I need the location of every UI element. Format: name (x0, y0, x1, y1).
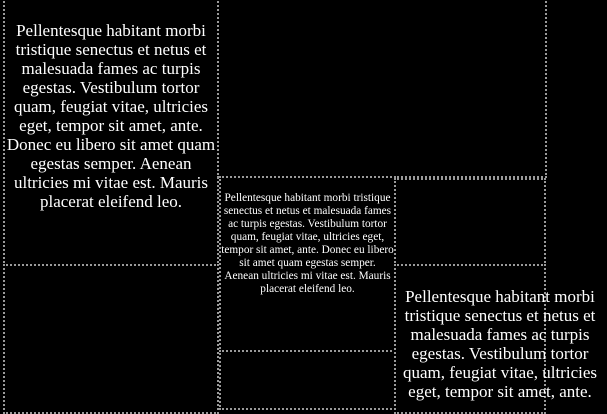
text-panel-top-left (3, 0, 219, 266)
panel-text: Pellentesque habitant morbi tristique senectus et netus et malesuada fames ac turpis egestas. Vestibulum tortor quam, feugiat vitae, ultricies eget, tempor sit amet, ante. Donec eu libero sit amet quam egestas semper. Aenean ultricies mi vitae est. Mauris placerat eleifend leo. (6, 21, 216, 211)
text-panel-bottom-right (394, 264, 597, 414)
panel-text: Pellentesque habitant morbi tristique senectus et netus et malesuada fames ac turpis egestas. Vestibulum tortor quam, feugiat vitae, ultricies eget, tempor sit amet, ante. (402, 287, 597, 401)
empty-panel-bottom-middle (219, 350, 396, 410)
panel-text: Pellentesque habitant morbi tristique senectus et netus et malesuada fames ac turpis egestas. Vestibulum tortor quam, feugiat vitae, ultricies eget, tempor sit amet, ante. Donec eu libero sit amet quam egestas semper. Aenean ultricies mi vitae est. Mauris placerat eleifend leo. (221, 192, 394, 295)
empty-panel-bottom-left (3, 264, 219, 414)
empty-panel-top-right (217, 0, 547, 178)
text-panel-middle (219, 176, 396, 352)
empty-panel-right-middle (394, 178, 546, 266)
